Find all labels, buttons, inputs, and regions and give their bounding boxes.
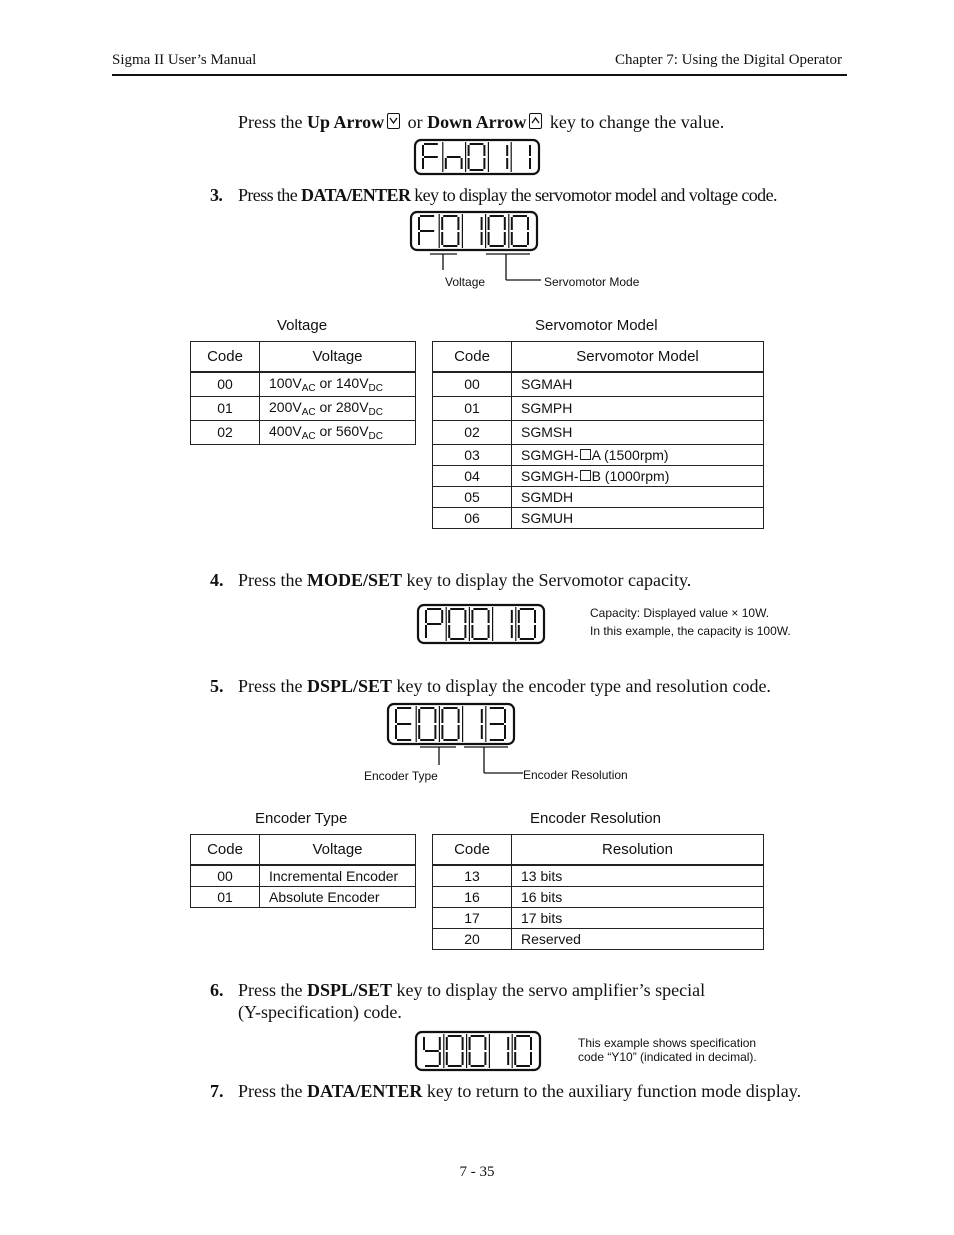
up-arrow-key-label: Up Arrow (307, 112, 385, 132)
servomotor-model-callout-label: Servomotor Mode (544, 275, 640, 289)
step-4 (0, 570, 954, 594)
model-code-cell: 06 (433, 507, 512, 528)
voltage-value-cell (260, 396, 416, 420)
model-table-header-code: Code (433, 342, 512, 373)
intro-paragraph (238, 112, 724, 133)
seven-seg-display-p0010 (417, 604, 545, 644)
digit-E (396, 708, 410, 740)
encoder-type-table (190, 834, 416, 908)
voltage-b-sub: DC (368, 430, 383, 442)
table-row (191, 372, 416, 396)
seven-seg-display-f0100 (410, 211, 538, 251)
intro-text-mid: or (403, 112, 428, 132)
model-name-cell (512, 444, 764, 465)
voltage-a-sub: AC (301, 406, 316, 418)
encoder-type-table-title: Encoder Type (255, 810, 348, 827)
spec-note-line-2: code “Y10” (indicated in decimal). (578, 1050, 757, 1064)
table-row (191, 396, 416, 420)
voltage-a-sub: AC (301, 382, 316, 394)
table-row (433, 372, 764, 396)
encoder-res-code-cell: 17 (433, 907, 512, 928)
table-row (433, 886, 764, 907)
encoder-res-header-code: Code (433, 835, 512, 866)
encoder-res-value-cell: Reserved (512, 928, 764, 949)
step-3 (0, 185, 954, 209)
voltage-b-sub: DC (368, 382, 383, 394)
model-suffix: A (1500rpm) (591, 446, 669, 463)
table-row (433, 444, 764, 465)
step-4-number: 4. (210, 570, 224, 590)
voltage-b: or 280V (315, 398, 369, 415)
encoder-res-table-title: Encoder Resolution (530, 810, 661, 827)
step-3-number: 3. (210, 185, 223, 205)
voltage-a: 400V (269, 422, 302, 439)
table-row (191, 886, 416, 907)
encoder-resolution-callout-label: Encoder Resolution (523, 768, 628, 782)
digit-3 (491, 708, 505, 740)
step-6-text-pre: Press the (238, 980, 307, 1000)
model-suffix: B (1000rpm) (591, 467, 670, 484)
table-row (433, 486, 764, 507)
voltage-b: or 560V (315, 422, 369, 439)
page-number: 7 - 35 (459, 1164, 495, 1180)
running-header-title: Sigma II User’s Manual (112, 52, 257, 68)
digit-0 (442, 708, 458, 740)
digit-0 (469, 144, 485, 170)
model-code-cell: 05 (433, 486, 512, 507)
step-5 (0, 676, 954, 700)
table-row (433, 865, 764, 886)
model-code-cell: 03 (433, 444, 512, 465)
digit-F (419, 216, 433, 244)
seven-seg-display-e0013 (387, 703, 515, 745)
running-header-chapter: Chapter 7: Using the Digital Operator (614, 52, 842, 68)
table-row (433, 465, 764, 486)
step-7-text-post: key to return to the auxiliary function mode display. (422, 1081, 802, 1101)
step-5-number: 5. (210, 676, 224, 696)
voltage-b-sub: DC (368, 406, 383, 418)
table-row (433, 396, 764, 420)
step-7-text-pre: Press the (238, 1081, 307, 1101)
step-6-text-line-2: (Y-specification) code. (238, 1002, 402, 1022)
digit-0 (449, 609, 465, 639)
model-name-cell: SGMSH (512, 420, 764, 444)
capacity-note-line-1: Capacity: Displayed value × 10W. (590, 606, 770, 620)
table-row (433, 507, 764, 528)
digit-y (424, 1038, 440, 1066)
table-row (191, 420, 416, 444)
dspl-set-key-label: DSPL/SET (307, 676, 393, 696)
digit-0 (519, 609, 535, 639)
down-arrow-key-label: Down Arrow (427, 112, 527, 132)
step-3-text-post: key to display the servomotor model and voltage code. (410, 185, 777, 205)
header-rule (112, 74, 847, 76)
step-7-number: 7. (210, 1081, 224, 1101)
model-code-cell: 01 (433, 396, 512, 420)
encoder-res-value-cell: 16 bits (512, 886, 764, 907)
digit-n (446, 157, 462, 168)
voltage-code-cell: 00 (191, 372, 260, 396)
step-5-text-pre: Press the (238, 676, 307, 696)
model-table-header-model: Servomotor Model (512, 342, 764, 373)
digit-0 (442, 216, 458, 246)
model-prefix: SGMGH- (521, 446, 579, 463)
step-7 (0, 1081, 954, 1105)
encoder-res-value-cell: 13 bits (512, 865, 764, 886)
model-code-cell: 04 (433, 465, 512, 486)
step-3-text-pre: Press the (238, 185, 301, 205)
digit-0 (472, 609, 488, 639)
down-chevron-key-icon (387, 113, 400, 129)
table-row (433, 907, 764, 928)
voltage-table-title: Voltage (277, 317, 328, 334)
spec-note-line-1: This example shows specification (578, 1036, 757, 1050)
data-enter-key-label: DATA/ENTER (301, 185, 411, 205)
model-code-cell: 00 (433, 372, 512, 396)
table-row (191, 865, 416, 886)
encoder-res-code-cell: 13 (433, 865, 512, 886)
model-table-title: Servomotor Model (535, 317, 658, 334)
voltage-a: 100V (269, 374, 302, 391)
servomotor-model-table (432, 341, 764, 529)
encoder-type-header-voltage: Voltage (260, 835, 416, 866)
dspl-set-key-label: DSPL/SET (307, 980, 393, 1000)
voltage-value-cell (260, 420, 416, 444)
digit-0 (512, 216, 528, 246)
encoder-type-value-cell: Absolute Encoder (260, 886, 416, 907)
encoder-type-callout-label: Encoder Type (364, 769, 438, 783)
voltage-code-cell: 01 (191, 396, 260, 420)
step-5-text-post: key to display the encoder type and resolution code. (392, 676, 771, 696)
seven-seg-display-y0010 (415, 1031, 541, 1071)
step-6-text-post: key to display the servo amplifier’s special (392, 980, 706, 1000)
placeholder-box-icon (580, 449, 591, 460)
digit-0 (447, 1036, 463, 1066)
data-enter-key-label: DATA/ENTER (307, 1081, 423, 1101)
table-row (433, 420, 764, 444)
intro-text-post: key to change the value. (545, 112, 725, 132)
voltage-table (190, 341, 416, 445)
encoder-resolution-table (432, 834, 764, 950)
voltage-table-header-voltage: Voltage (260, 342, 416, 373)
voltage-a: 200V (269, 398, 302, 415)
voltage-callout-label: Voltage (445, 275, 486, 289)
step-6 (0, 980, 954, 1028)
step-4-text-pre: Press the (238, 570, 307, 590)
encoder-res-header-resolution: Resolution (512, 835, 764, 866)
voltage-value-cell (260, 372, 416, 396)
digit-0 (489, 216, 505, 246)
digit-P (426, 609, 442, 637)
encoder-type-code-cell: 01 (191, 886, 260, 907)
seven-seg-display-fn011 (414, 139, 540, 175)
voltage-b: or 140V (315, 374, 369, 391)
voltage-code-cell: 02 (191, 420, 260, 444)
step-4-text-post: key to display the Servomotor capacity. (402, 570, 692, 590)
digit-0 (470, 1036, 486, 1066)
step-6-number: 6. (210, 980, 224, 1000)
model-name-cell: SGMUH (512, 507, 764, 528)
encoder-res-code-cell: 16 (433, 886, 512, 907)
model-code-cell: 02 (433, 420, 512, 444)
model-name-cell (512, 465, 764, 486)
voltage-table-header-code: Code (191, 342, 260, 373)
voltage-a-sub: AC (301, 430, 316, 442)
digit-F (423, 144, 437, 168)
intro-text-pre: Press the (238, 112, 307, 132)
digit-0 (419, 708, 435, 740)
model-name-cell: SGMPH (512, 396, 764, 420)
up-chevron-key-icon (529, 113, 542, 129)
encoder-type-value-cell: Incremental Encoder (260, 865, 416, 886)
digit-0 (515, 1036, 531, 1066)
model-name-cell: SGMAH (512, 372, 764, 396)
model-name-cell: SGMDH (512, 486, 764, 507)
encoder-res-code-cell: 20 (433, 928, 512, 949)
encoder-res-value-cell: 17 bits (512, 907, 764, 928)
encoder-type-code-cell: 00 (191, 865, 260, 886)
placeholder-box-icon (580, 470, 591, 481)
mode-set-key-label: MODE/SET (307, 570, 403, 590)
capacity-note-line-2: In this example, the capacity is 100W. (590, 624, 791, 638)
model-prefix: SGMGH- (521, 467, 579, 484)
encoder-type-header-code: Code (191, 835, 260, 866)
table-row (433, 928, 764, 949)
